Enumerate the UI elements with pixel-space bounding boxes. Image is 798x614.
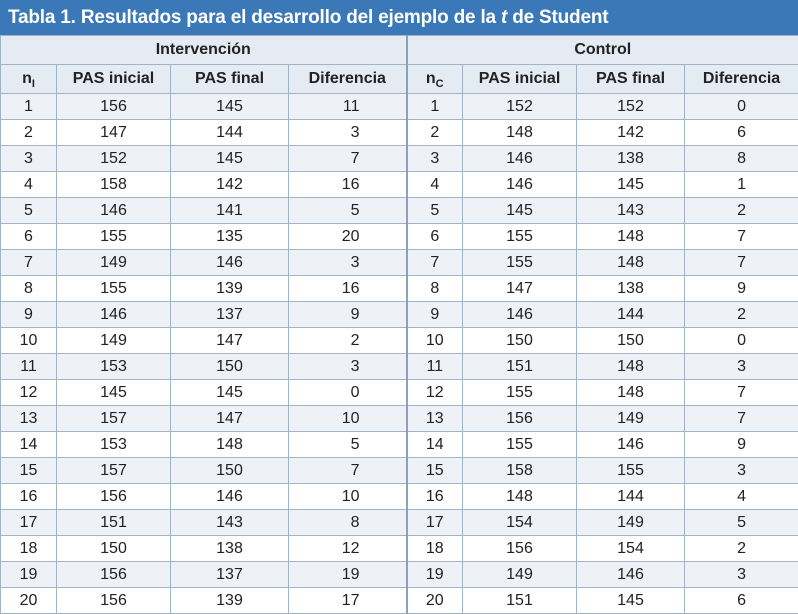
cell-control-pas-initial: 146 <box>463 302 577 328</box>
table-row <box>1 354 798 380</box>
cell-intervention-pas-final: 144 <box>171 120 289 146</box>
cell-n-control: 9 <box>407 302 463 328</box>
cell-intervention-difference: 10 <box>289 406 407 432</box>
cell-control-difference: 3 <box>685 562 798 588</box>
cell-n-control: 17 <box>407 510 463 536</box>
cell-n-control: 18 <box>407 536 463 562</box>
cell-n-control: 3 <box>407 146 463 172</box>
cell-n-control: 4 <box>407 172 463 198</box>
group-intervention: Intervención <box>1 36 407 65</box>
cell-control-pas-initial: 151 <box>463 354 577 380</box>
cell-control-difference: 6 <box>685 588 798 614</box>
cell-n-intervention: 5 <box>1 198 57 224</box>
cell-intervention-pas-initial: 145 <box>57 380 171 406</box>
cell-n-intervention: 12 <box>1 380 57 406</box>
cell-control-pas-final: 138 <box>577 276 685 302</box>
cell-control-difference: 0 <box>685 328 798 354</box>
cell-intervention-difference: 3 <box>289 120 407 146</box>
cell-control-difference: 4 <box>685 484 798 510</box>
cell-intervention-pas-initial: 147 <box>57 120 171 146</box>
table-row <box>1 120 798 146</box>
table-row <box>1 536 798 562</box>
cell-control-difference: 6 <box>685 120 798 146</box>
cell-control-pas-initial: 152 <box>463 94 577 120</box>
cell-n-intervention: 3 <box>1 146 57 172</box>
cell-control-difference: 7 <box>685 224 798 250</box>
cell-control-pas-final: 148 <box>577 224 685 250</box>
cell-n-control: 6 <box>407 224 463 250</box>
cell-n-intervention: 17 <box>1 510 57 536</box>
cell-n-control: 14 <box>407 432 463 458</box>
cell-n-control: 13 <box>407 406 463 432</box>
cell-n-control: 10 <box>407 328 463 354</box>
cell-intervention-difference: 11 <box>289 94 407 120</box>
cell-n-intervention: 18 <box>1 536 57 562</box>
cell-n-intervention: 13 <box>1 406 57 432</box>
cell-n-intervention: 2 <box>1 120 57 146</box>
table-title-prefix: Tabla 1. Resultados para el desarrollo del ejemplo de la <box>8 7 501 28</box>
cell-control-pas-initial: 150 <box>463 328 577 354</box>
cell-control-difference: 5 <box>685 510 798 536</box>
cell-intervention-pas-initial: 155 <box>57 276 171 302</box>
cell-n-intervention: 11 <box>1 354 57 380</box>
cell-control-pas-initial: 151 <box>463 588 577 614</box>
table-row <box>1 94 798 120</box>
cell-control-difference: 2 <box>685 536 798 562</box>
cell-intervention-difference: 19 <box>289 562 407 588</box>
cell-intervention-pas-initial: 156 <box>57 484 171 510</box>
cell-intervention-pas-initial: 157 <box>57 406 171 432</box>
cell-intervention-pas-initial: 151 <box>57 510 171 536</box>
cell-intervention-pas-initial: 153 <box>57 432 171 458</box>
cell-control-difference: 2 <box>685 302 798 328</box>
cell-intervention-difference: 0 <box>289 380 407 406</box>
cell-intervention-pas-initial: 150 <box>57 536 171 562</box>
cell-control-pas-initial: 156 <box>463 536 577 562</box>
cell-control-pas-final: 150 <box>577 328 685 354</box>
cell-intervention-difference: 7 <box>289 458 407 484</box>
cell-n-intervention: 15 <box>1 458 57 484</box>
cell-intervention-pas-initial: 157 <box>57 458 171 484</box>
cell-n-intervention: 1 <box>1 94 57 120</box>
cell-intervention-pas-initial: 156 <box>57 94 171 120</box>
table-row <box>1 276 798 302</box>
cell-intervention-pas-final: 143 <box>171 510 289 536</box>
table-row <box>1 172 798 198</box>
cell-n-intervention: 14 <box>1 432 57 458</box>
cell-n-control: 12 <box>407 380 463 406</box>
cell-control-pas-initial: 148 <box>463 120 577 146</box>
cell-intervention-pas-initial: 156 <box>57 588 171 614</box>
col-n-intervention-label: n <box>22 70 32 87</box>
cell-n-control: 16 <box>407 484 463 510</box>
cell-intervention-difference: 2 <box>289 328 407 354</box>
cell-control-difference: 0 <box>685 94 798 120</box>
cell-n-intervention: 8 <box>1 276 57 302</box>
cell-intervention-pas-final: 135 <box>171 224 289 250</box>
cell-intervention-difference: 5 <box>289 198 407 224</box>
cell-control-pas-initial: 154 <box>463 510 577 536</box>
cell-n-intervention: 4 <box>1 172 57 198</box>
cell-control-pas-final: 138 <box>577 146 685 172</box>
cell-control-pas-final: 148 <box>577 250 685 276</box>
cell-intervention-pas-initial: 146 <box>57 198 171 224</box>
col-n-intervention-sub: I <box>32 78 35 90</box>
cell-intervention-pas-final: 139 <box>171 588 289 614</box>
cell-intervention-pas-final: 138 <box>171 536 289 562</box>
cell-control-pas-final: 155 <box>577 458 685 484</box>
column-header-row <box>1 65 798 94</box>
col-n-control <box>407 65 463 94</box>
cell-control-difference: 9 <box>685 432 798 458</box>
cell-n-control: 15 <box>407 458 463 484</box>
cell-control-pas-final: 152 <box>577 94 685 120</box>
cell-intervention-pas-final: 147 <box>171 328 289 354</box>
table-title-suffix: de Student <box>507 7 608 28</box>
cell-intervention-pas-final: 146 <box>171 484 289 510</box>
cell-n-intervention: 10 <box>1 328 57 354</box>
cell-n-control: 20 <box>407 588 463 614</box>
table-row <box>1 380 798 406</box>
cell-n-intervention: 9 <box>1 302 57 328</box>
cell-control-difference: 3 <box>685 458 798 484</box>
col-intervention-difference: Diferencia <box>289 65 407 94</box>
cell-intervention-difference: 3 <box>289 250 407 276</box>
table-row <box>1 484 798 510</box>
cell-intervention-pas-initial: 149 <box>57 250 171 276</box>
group-header-row <box>1 36 798 65</box>
cell-intervention-pas-final: 137 <box>171 302 289 328</box>
cell-intervention-pas-final: 142 <box>171 172 289 198</box>
cell-n-control: 11 <box>407 354 463 380</box>
col-n-control-sub: C <box>436 78 444 90</box>
cell-control-pas-initial: 149 <box>463 562 577 588</box>
cell-control-pas-initial: 155 <box>463 432 577 458</box>
cell-control-difference: 2 <box>685 198 798 224</box>
cell-intervention-pas-initial: 149 <box>57 328 171 354</box>
table-row <box>1 458 798 484</box>
group-control: Control <box>407 36 798 65</box>
table-row <box>1 198 798 224</box>
cell-n-control: 8 <box>407 276 463 302</box>
cell-intervention-difference: 3 <box>289 354 407 380</box>
cell-control-difference: 3 <box>685 354 798 380</box>
table-row <box>1 562 798 588</box>
cell-intervention-difference: 10 <box>289 484 407 510</box>
cell-control-pas-final: 145 <box>577 172 685 198</box>
cell-control-pas-initial: 155 <box>463 380 577 406</box>
col-control-difference: Diferencia <box>685 65 798 94</box>
cell-intervention-difference: 8 <box>289 510 407 536</box>
cell-control-difference: 1 <box>685 172 798 198</box>
cell-control-pas-initial: 155 <box>463 224 577 250</box>
cell-control-pas-initial: 156 <box>463 406 577 432</box>
cell-control-pas-final: 148 <box>577 380 685 406</box>
cell-control-pas-initial: 148 <box>463 484 577 510</box>
cell-n-intervention: 20 <box>1 588 57 614</box>
table-row <box>1 250 798 276</box>
table-row <box>1 146 798 172</box>
cell-control-pas-initial: 155 <box>463 250 577 276</box>
cell-intervention-difference: 5 <box>289 432 407 458</box>
cell-control-pas-final: 143 <box>577 198 685 224</box>
cell-control-pas-initial: 147 <box>463 276 577 302</box>
cell-control-pas-final: 154 <box>577 536 685 562</box>
cell-control-pas-initial: 146 <box>463 172 577 198</box>
table-row <box>1 302 798 328</box>
cell-intervention-difference: 20 <box>289 224 407 250</box>
table-row <box>1 224 798 250</box>
cell-control-pas-final: 144 <box>577 302 685 328</box>
cell-intervention-difference: 16 <box>289 276 407 302</box>
cell-control-pas-final: 146 <box>577 562 685 588</box>
col-n-control-label: n <box>426 70 436 87</box>
col-n-intervention <box>1 65 57 94</box>
cell-intervention-difference: 9 <box>289 302 407 328</box>
cell-n-intervention: 19 <box>1 562 57 588</box>
cell-control-pas-initial: 158 <box>463 458 577 484</box>
cell-intervention-pas-initial: 156 <box>57 562 171 588</box>
cell-intervention-pas-final: 145 <box>171 380 289 406</box>
cell-intervention-pas-final: 145 <box>171 146 289 172</box>
cell-intervention-pas-final: 148 <box>171 432 289 458</box>
cell-intervention-pas-final: 146 <box>171 250 289 276</box>
cell-control-difference: 9 <box>685 276 798 302</box>
cell-intervention-pas-final: 137 <box>171 562 289 588</box>
table-row <box>1 328 798 354</box>
cell-intervention-pas-final: 147 <box>171 406 289 432</box>
cell-control-pas-initial: 145 <box>463 198 577 224</box>
table-row <box>1 588 798 614</box>
cell-n-intervention: 16 <box>1 484 57 510</box>
table-row <box>1 406 798 432</box>
cell-intervention-pas-initial: 146 <box>57 302 171 328</box>
cell-n-control: 7 <box>407 250 463 276</box>
cell-control-difference: 7 <box>685 380 798 406</box>
table-row <box>1 432 798 458</box>
cell-intervention-pas-initial: 153 <box>57 354 171 380</box>
cell-intervention-pas-final: 139 <box>171 276 289 302</box>
cell-intervention-difference: 17 <box>289 588 407 614</box>
cell-intervention-pas-initial: 152 <box>57 146 171 172</box>
cell-control-pas-final: 145 <box>577 588 685 614</box>
cell-intervention-difference: 12 <box>289 536 407 562</box>
cell-control-pas-final: 146 <box>577 432 685 458</box>
cell-n-control: 2 <box>407 120 463 146</box>
cell-intervention-pas-final: 150 <box>171 354 289 380</box>
cell-intervention-difference: 16 <box>289 172 407 198</box>
cell-control-pas-final: 142 <box>577 120 685 146</box>
cell-control-pas-final: 149 <box>577 510 685 536</box>
cell-control-difference: 7 <box>685 406 798 432</box>
table-title <box>0 0 798 35</box>
cell-control-difference: 8 <box>685 146 798 172</box>
cell-control-pas-initial: 146 <box>463 146 577 172</box>
cell-control-pas-final: 144 <box>577 484 685 510</box>
cell-intervention-pas-initial: 155 <box>57 224 171 250</box>
results-table <box>0 35 798 614</box>
col-control-pas-final: PAS final <box>577 65 685 94</box>
cell-intervention-pas-final: 141 <box>171 198 289 224</box>
cell-control-pas-final: 149 <box>577 406 685 432</box>
table-body <box>1 94 798 614</box>
col-control-pas-initial: PAS inicial <box>463 65 577 94</box>
cell-n-control: 1 <box>407 94 463 120</box>
cell-intervention-pas-final: 145 <box>171 94 289 120</box>
cell-control-difference: 7 <box>685 250 798 276</box>
cell-intervention-difference: 7 <box>289 146 407 172</box>
cell-n-intervention: 6 <box>1 224 57 250</box>
col-intervention-pas-initial: PAS inicial <box>57 65 171 94</box>
cell-intervention-pas-final: 150 <box>171 458 289 484</box>
table-row <box>1 510 798 536</box>
cell-n-control: 19 <box>407 562 463 588</box>
table-title-italic: t <box>501 7 507 28</box>
cell-n-control: 5 <box>407 198 463 224</box>
col-intervention-pas-final: PAS final <box>171 65 289 94</box>
cell-control-pas-final: 148 <box>577 354 685 380</box>
cell-intervention-pas-initial: 158 <box>57 172 171 198</box>
cell-n-intervention: 7 <box>1 250 57 276</box>
